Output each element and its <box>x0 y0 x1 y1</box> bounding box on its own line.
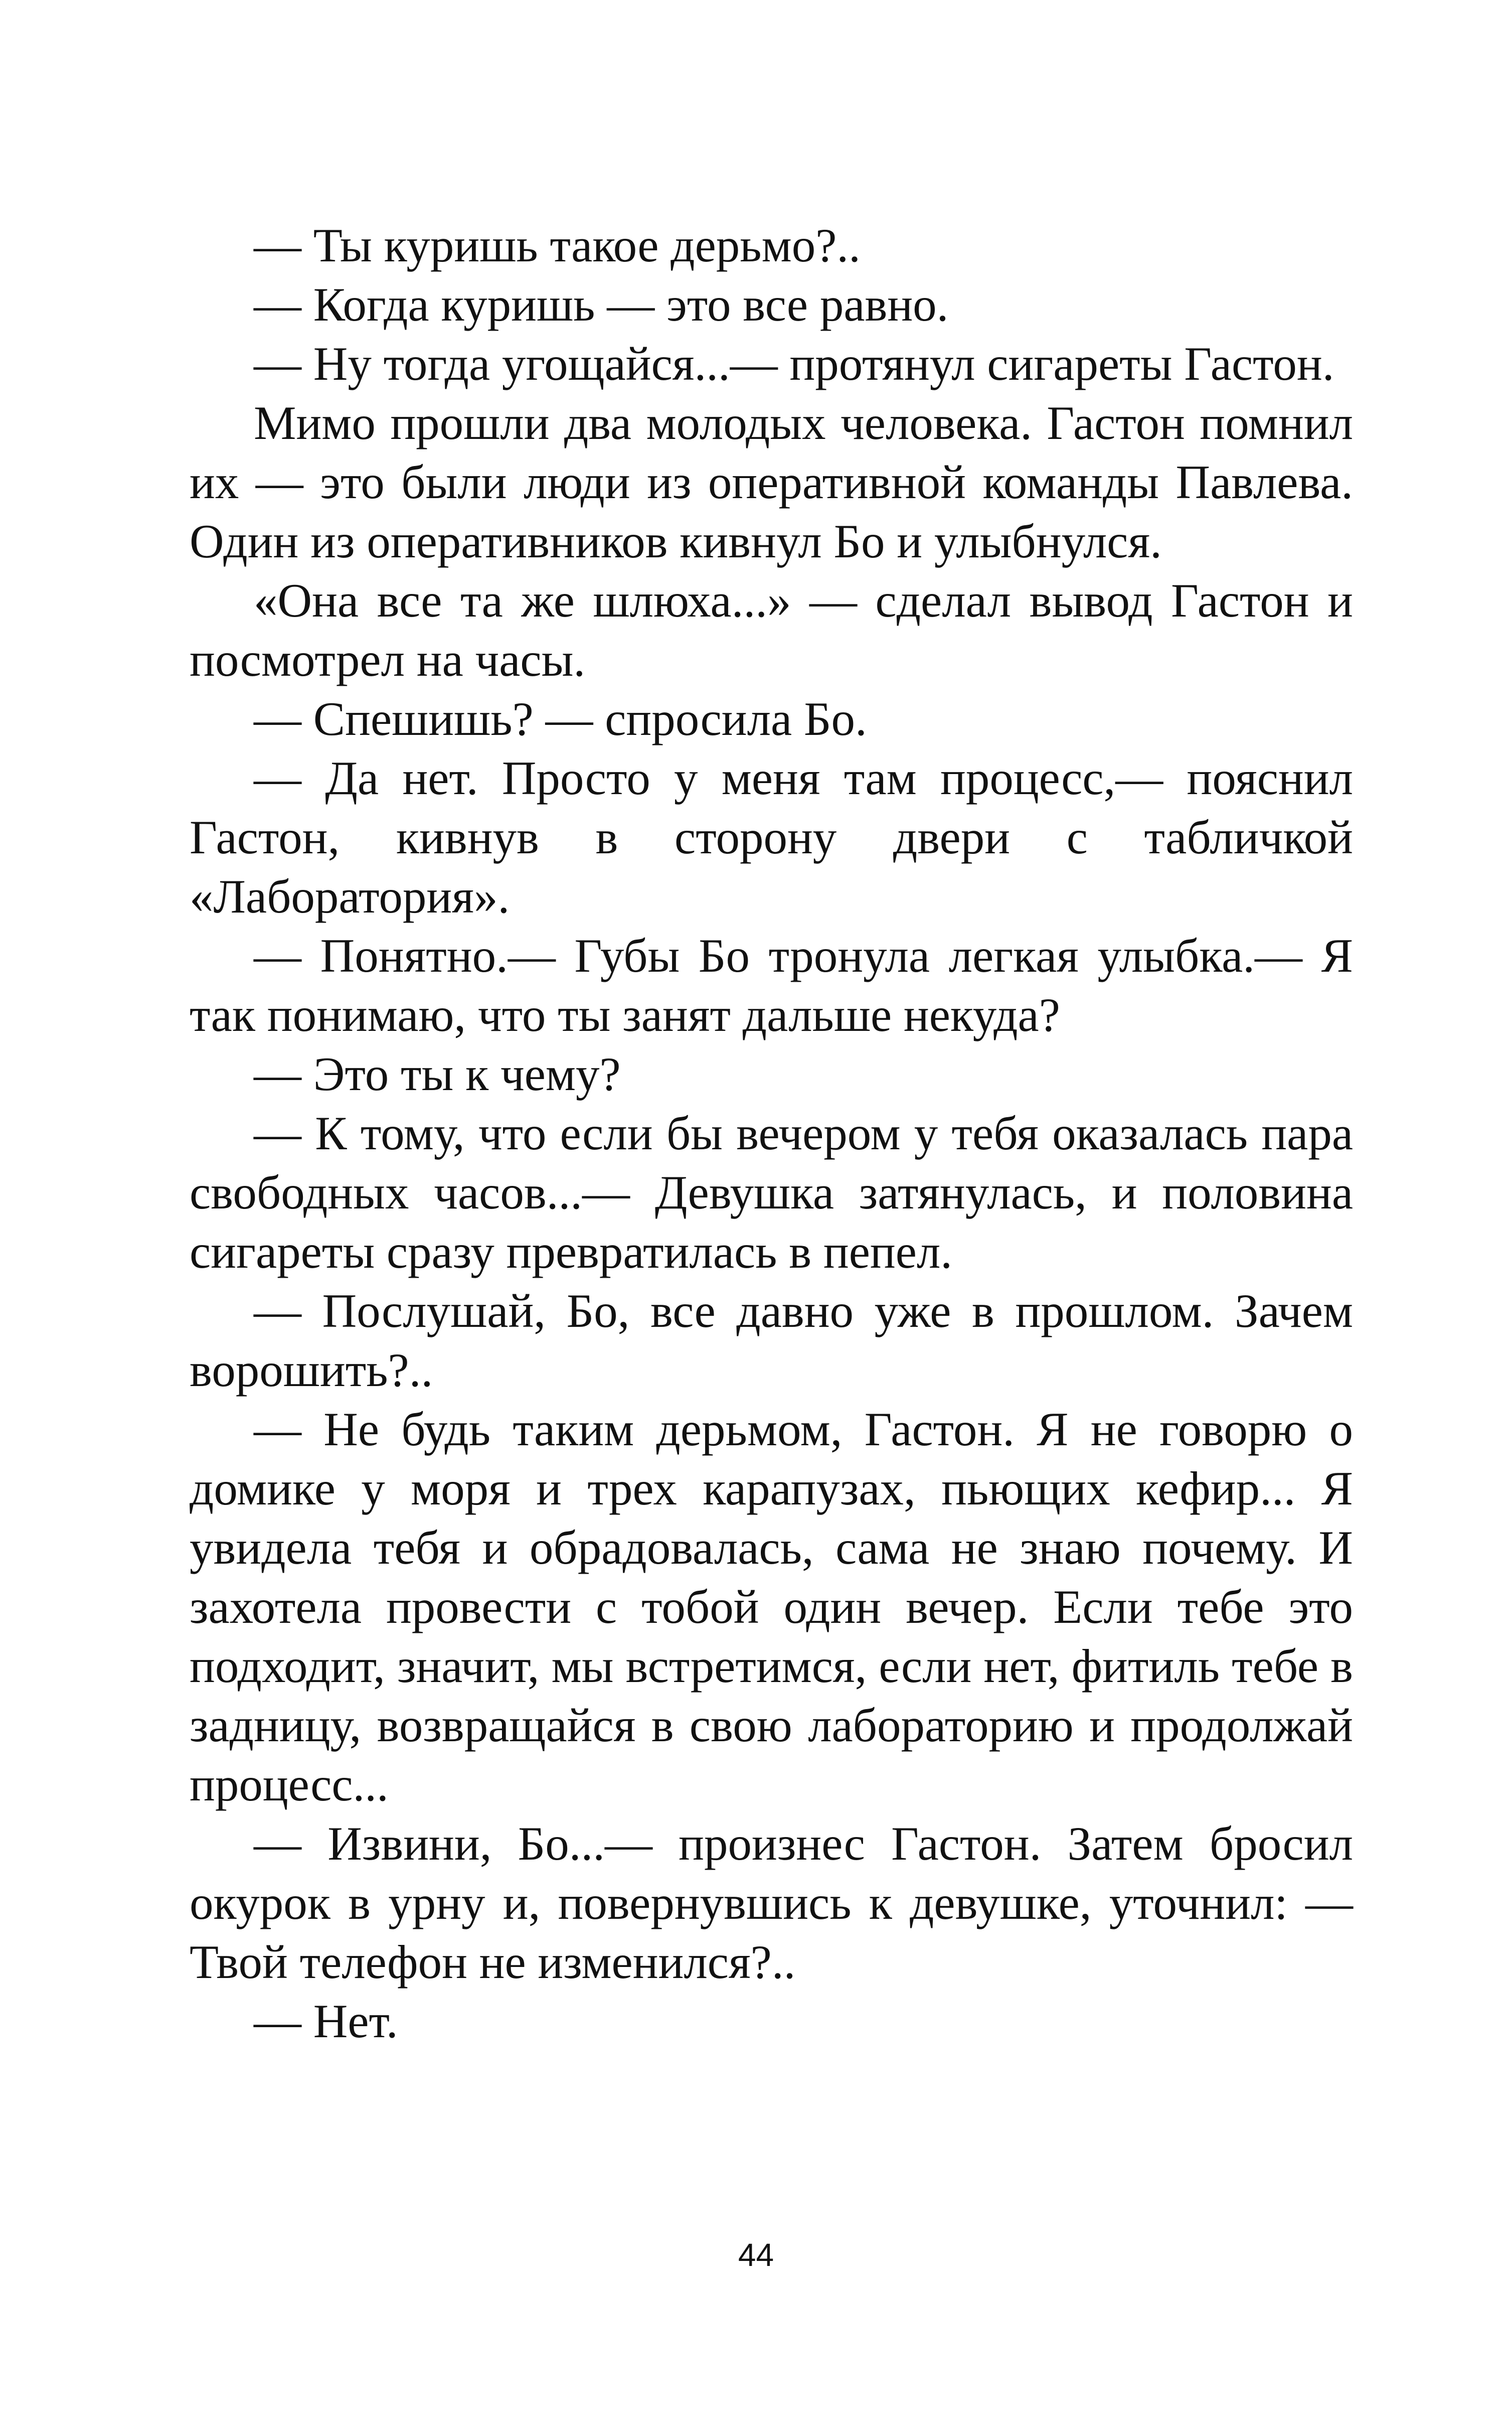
paragraph: — Нет. <box>254 1995 398 2048</box>
paragraph: «Она все та же шлюха...» — сделал вывод Гастон и посмотрел на часы. <box>190 574 1353 686</box>
paragraph: — К тому, что если бы вечером у тебя оказалась пара свободных часов...— Девушка затянулась, и половина сигареты сразу превратилась в пепел. <box>190 1107 1353 1278</box>
paragraph: Мимо прошли два молодых человека. Гастон помнил их — это были люди из оперативной команды Павлева. Один из оперативников кивнул Бо и улыбнулся. <box>190 396 1353 568</box>
paragraph: — Послушай, Бо, все давно уже в прошлом. Зачем ворошить?.. <box>190 1284 1353 1397</box>
paragraph: — Спешишь? — спросила Бо. <box>254 692 867 745</box>
page-number: 44 <box>738 2237 774 2273</box>
paragraph: — Ты куришь такое дерьмо?.. <box>254 219 861 272</box>
paragraph: — Понятно.— Губы Бо тронула легкая улыбка.— Я так понимаю, что ты занят дальше некуда? <box>190 929 1353 1041</box>
paragraph: — Да нет. Просто у меня там процесс,— пояснил Гастон, кивнув в сторону двери с табличкой «Лаборатория». <box>190 751 1353 923</box>
paragraph: — Когда куришь — это все равно. <box>254 278 949 331</box>
paragraph: — Извини, Бо...— произнес Гастон. Затем бросил окурок в урну и, повернувшись к девушке, уточнил: — Твой телефон не изменился?.. <box>190 1817 1353 1989</box>
paragraph: — Это ты к чему? <box>254 1047 621 1101</box>
paragraph: — Ну тогда угощайся...— протянул сигареты Гастон. <box>254 337 1334 390</box>
paragraph: — Не будь таким дерьмом, Гастон. Я не говорю о домике у моря и трех карапузах, пьющих кефир... Я увидела тебя и обрадовалась, сама не знаю почему. И захотела провести с тобой один вечер. Если тебе это подходит, значит, мы встретимся, если нет, фитиль тебе в задницу, возвращайся в свою лабораторию и продолжай процесс... <box>190 1403 1353 1811</box>
page-body-text <box>190 216 1353 2051</box>
